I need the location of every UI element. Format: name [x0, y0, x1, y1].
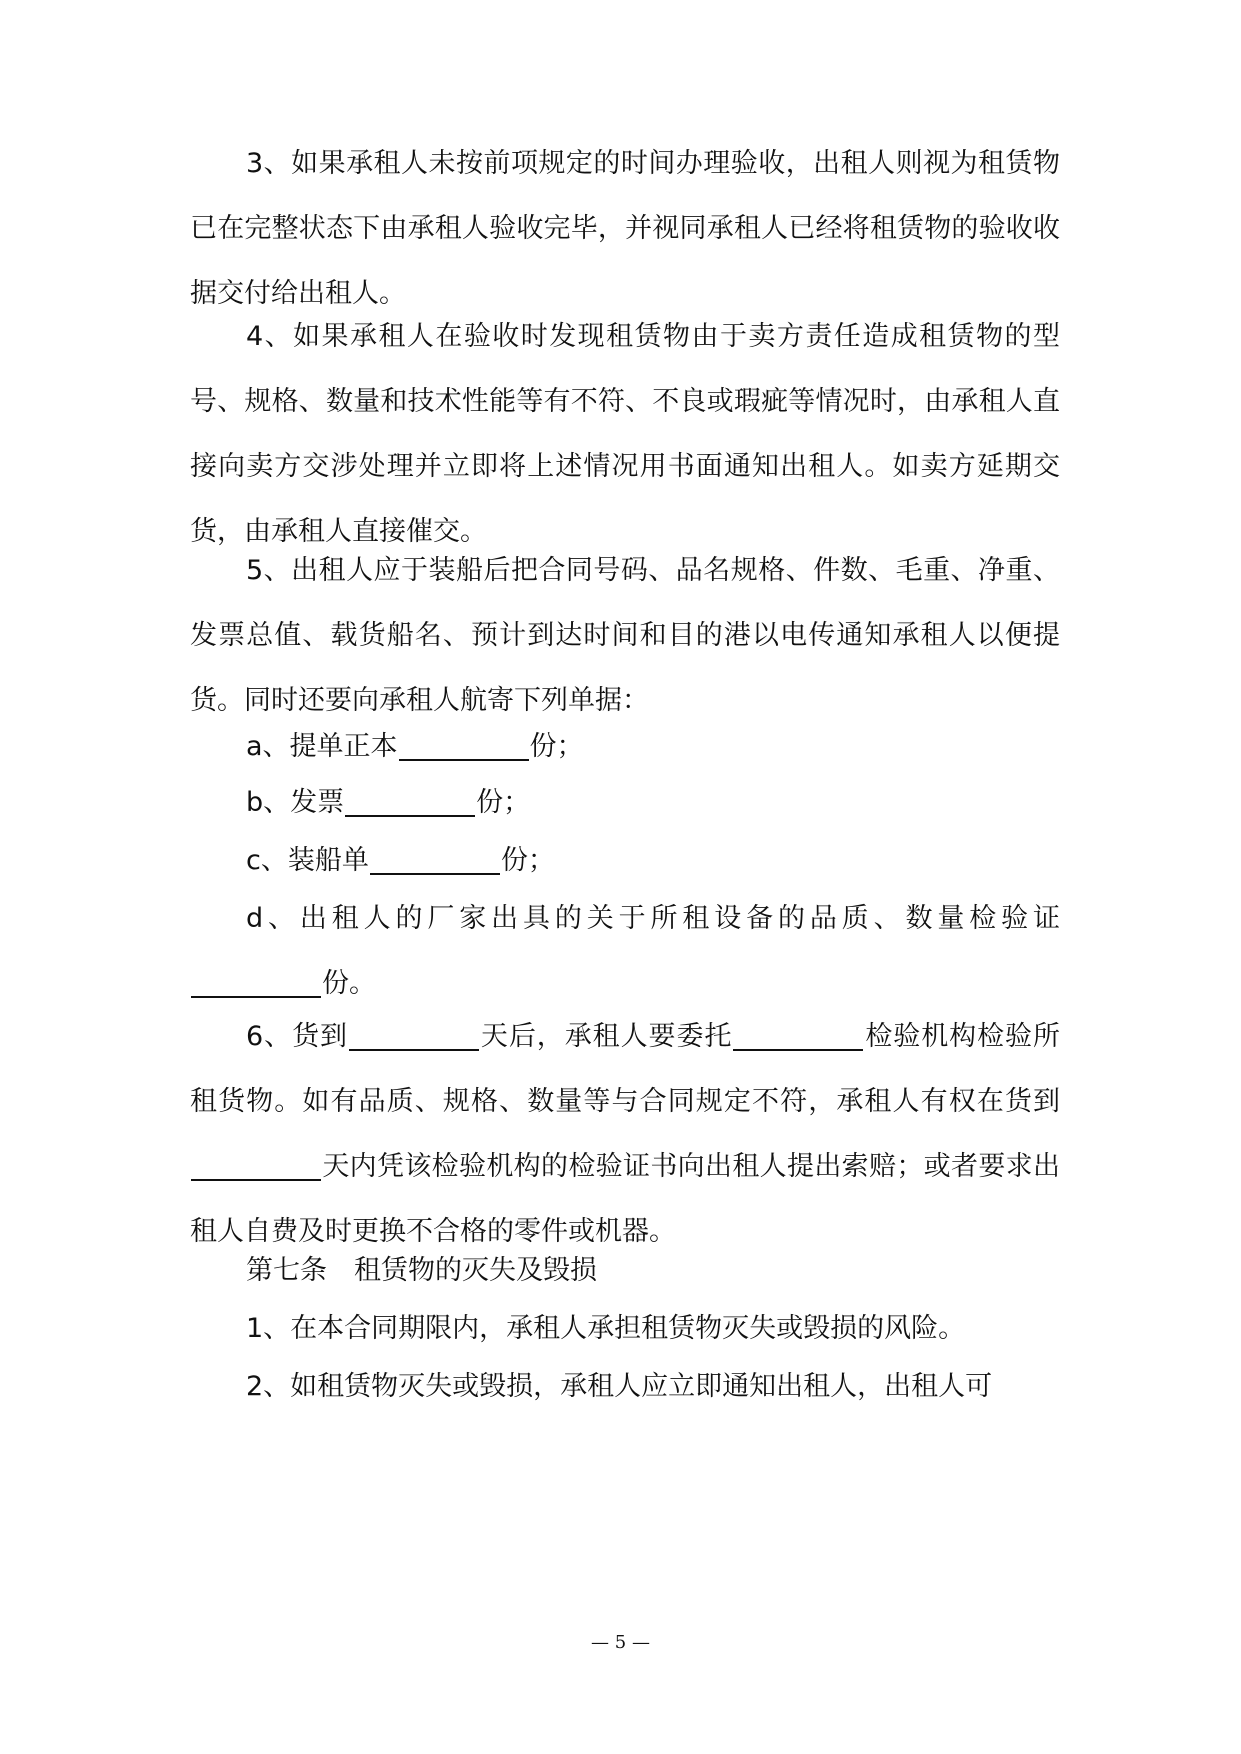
fill-blank [349, 1023, 479, 1051]
fill-blank [191, 1153, 321, 1181]
fill-blank [370, 847, 500, 875]
paragraph-5: 5、出租人应于装船后把合同号码、品名规格、件数、毛重、净重、发票总值、载货船名、预计到达时间和目的港以电传通知承租人以便提货。同时还要向承租人航寄下列单据： [190, 555, 1060, 716]
article-7-title: 第七条 租赁物的灭失及毁损 [246, 1255, 597, 1286]
article-7-item-1: 1、在本合同期限内，承租人承担租赁物灭失或毁损的风险。 [246, 1313, 966, 1344]
paragraph-3: 3、如果承租人未按前项规定的时间办理验收，出租人则视为租赁物已在完整状态下由承租人验收完毕，并视同承租人已经将租赁物的验收收据交付给出租人。 [190, 148, 1060, 309]
list-item-a: a、提单正本 份； [246, 731, 584, 762]
page-number: — 5 — [591, 1632, 650, 1653]
list-item-c: c、装船单 份； [246, 845, 555, 876]
list-item-b: b、发票 份； [246, 787, 531, 818]
list-item-d: d、出租人的厂家出具的关于所租设备的品质、数量检验证份。 [190, 886, 1060, 1016]
article-7-item-2: 2、如租赁物灭失或毁损，承租人应立即通知出租人，出租人可 [246, 1371, 993, 1402]
fill-blank [399, 733, 529, 761]
fill-blank [191, 970, 321, 998]
paragraph-4: 4、如果承租人在验收时发现租赁物由于卖方责任造成租赁物的型号、规格、数量和技术性能等有不符、不良或瑕疵等情况时，由承租人直接向卖方交涉处理并立即将上述情况用书面通知出租人。如卖方延期交货，由承租人直接催交。 [190, 321, 1060, 547]
fill-blank [345, 789, 475, 817]
paragraph-6: 6、货到 天后，承租人要委托 检验机构检验所租货物。如有品质、规格、数量等与合同规定不符，承租人有权在货到天内凭该检验机构的检验证书向出租人提出索赔；或者要求出租人自费及时更换不合格的零件或机器。 [190, 1021, 1060, 1247]
fill-blank [733, 1023, 863, 1051]
